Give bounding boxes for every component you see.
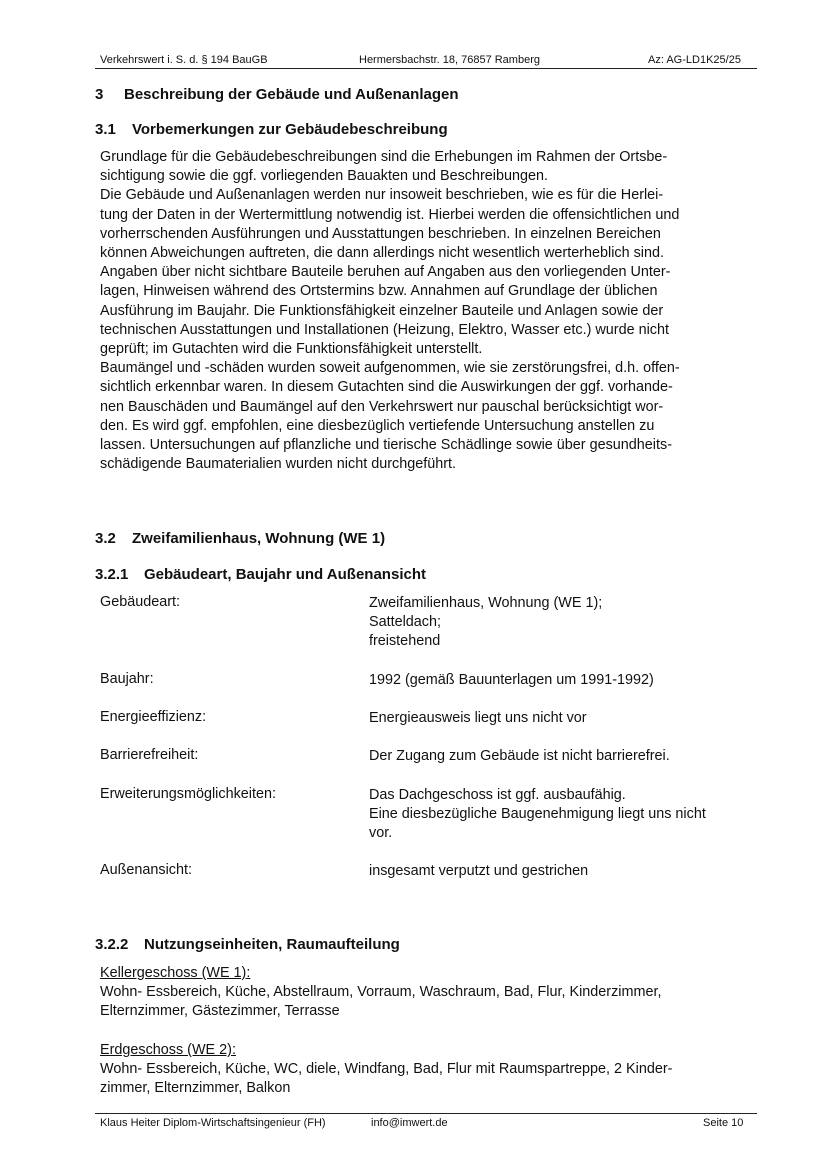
- value-line: insgesamt verputzt und gestrichen: [369, 863, 589, 879]
- value-line: Der Zugang zum Gebäude ist nicht barrierefrei.: [369, 748, 670, 764]
- paragraph-line: können Abweichungen auftreten, die dann allerdings nicht wesentlich werterheblich sind.: [100, 245, 664, 262]
- header-rule: [95, 68, 757, 69]
- label-energieeffizienz: Energieeffizienz:: [100, 709, 207, 725]
- paragraph-line: Die Gebäude und Außenanlagen werden nur insoweit beschrieben, wie es für die Herlei-: [100, 187, 664, 204]
- value-line: vor.: [369, 825, 393, 841]
- floor-rooms-line: Wohn- Essbereich, Küche, WC, diele, Windfang, Bad, Flur mit Raumspartreppe, 2 Kinder-: [100, 1061, 673, 1078]
- value-erweiterung: [369, 786, 769, 843]
- value-gebaeudeart: [369, 594, 769, 651]
- value-line: Das Dachgeschoss ist ggf. ausbaufähig.: [369, 787, 626, 803]
- footer-page-number: Seite 10: [703, 1117, 744, 1129]
- footer-rule: [95, 1113, 757, 1114]
- label-aussenansicht: Außenansicht:: [100, 862, 192, 878]
- section-3-number: 3: [95, 86, 104, 103]
- section-3-2-title: Zweifamilienhaus, Wohnung (WE 1): [132, 530, 386, 547]
- paragraph-line: Baumängel und -schäden wurden soweit aufgenommen, wie sie zerstörungsfrei, d.h. offen-: [100, 360, 680, 377]
- value-line: Zweifamilienhaus, Wohnung (WE 1);: [369, 595, 603, 611]
- section-3-2-number: 3.2: [95, 530, 116, 547]
- paragraph-line: technischen Ausstattungen und Installationen (Heizung, Elektro, Wasser etc.) wurde nicht: [100, 321, 670, 338]
- paragraph-line: vorherrschenden Ausführungen und Ausstattungen beschrieben. In einzelnen Bereichen: [100, 225, 661, 242]
- footer-author: Klaus Heiter Diplom-Wirtschaftsingenieur (FH): [100, 1117, 326, 1129]
- value-line: Energieausweis liegt uns nicht vor: [369, 710, 587, 726]
- floor-block-erdgeschoss: [100, 1041, 764, 1099]
- footer-email: info@imwert.de: [371, 1117, 448, 1129]
- paragraph-line: schädigende Baumaterialien wurden nicht durchgeführt.: [100, 456, 456, 473]
- paragraph-line: sichtlich erkennbar waren. In diesem Gutachten sind die Auswirkungen der ggf. vorhande-: [100, 379, 673, 396]
- value-line: Eine diesbezügliche Baugenehmigung liegt uns nicht: [369, 806, 706, 822]
- paragraph-line: den. Es wird ggf. empfohlen, eine diesbezüglich vertiefende Untersuchung anstellen zu: [100, 417, 655, 434]
- floor-rooms-line: zimmer, Elternzimmer, Balkon: [100, 1080, 291, 1097]
- value-barrierefreiheit: [369, 747, 769, 766]
- paragraph-line: Angaben über nicht sichtbare Bauteile beruhen auf Angaben aus den vorliegenden Unter-: [100, 264, 671, 281]
- paragraph-line: Grundlage für die Gebäudebeschreibungen sind die Erhebungen im Rahmen der Ortsbe-: [100, 149, 668, 165]
- floor-rooms-line: Wohn- Essbereich, Küche, Abstellraum, Vorraum, Waschraum, Bad, Flur, Kinderzimmer,: [100, 984, 662, 1001]
- paragraph-line: lassen. Untersuchungen auf pflanzliche und tierische Schädlinge sowie über gesundheits-: [100, 437, 672, 454]
- paragraph-line: tung der Daten in der Wertermittlung notwendig ist. Hierbei werden die offensichtlichen und: [100, 206, 680, 223]
- floor-rooms-line: Elternzimmer, Gästezimmer, Terrasse: [100, 1003, 340, 1020]
- section-3-1-title: Vorbemerkungen zur Gebäudebeschreibung: [132, 121, 448, 138]
- label-gebaeudeart: Gebäudeart:: [100, 594, 181, 610]
- section-3-2-1-number: 3.2.1: [95, 566, 129, 583]
- paragraph-line: lagen, Hinweisen während des Ortstermins bzw. Annahmen auf Grundlage der üblichen: [100, 283, 658, 300]
- section-3-2-1-title: Gebäudeart, Baujahr und Außenansicht: [144, 566, 426, 583]
- paragraph-line: sichtigung sowie die ggf. vorliegenden Bauakten und Beschreibungen.: [100, 168, 549, 185]
- floor-block-kellergeschoss: [100, 964, 764, 1022]
- section-3-2-2-number: 3.2.2: [95, 936, 129, 953]
- header-case-number: Az: AG-LD1K25/25: [648, 54, 741, 66]
- paragraph-line: Ausführung im Baujahr. Die Funktionsfähigkeit einzelner Bauteile und Anlagen sowie der: [100, 302, 664, 319]
- section-3-1-number: 3.1: [95, 121, 116, 138]
- paragraph-line: geprüft; im Gutachten wird die Funktionsfähigkeit unterstellt.: [100, 341, 483, 358]
- value-line: Satteldach;: [369, 614, 442, 630]
- header-address: Hermersbachstr. 18, 76857 Ramberg: [359, 54, 540, 66]
- value-baujahr: [369, 671, 769, 690]
- floor-heading: Erdgeschoss (WE 2):: [100, 1042, 236, 1058]
- section-3-2-2-title: Nutzungseinheiten, Raumaufteilung: [144, 936, 400, 953]
- value-aussenansicht: [369, 862, 769, 881]
- section-3-1-paragraph: [100, 148, 764, 474]
- label-barrierefreiheit: Barrierefreiheit:: [100, 747, 199, 763]
- value-line: 1992 (gemäß Bauunterlagen um 1991-1992): [369, 672, 654, 688]
- section-3-title: Beschreibung der Gebäude und Außenanlagen: [124, 86, 459, 103]
- value-energieeffizienz: [369, 709, 769, 728]
- paragraph-line: nen Bauschäden und Baumängel auf den Verkehrswert nur pauschal berücksichtigt wor-: [100, 398, 664, 415]
- header-left: Verkehrswert i. S. d. § 194 BauGB: [100, 54, 268, 66]
- floor-heading: Kellergeschoss (WE 1):: [100, 965, 251, 981]
- value-line: freistehend: [369, 633, 441, 649]
- label-erweiterung: Erweiterungsmöglichkeiten:: [100, 786, 276, 802]
- label-baujahr: Baujahr:: [100, 671, 154, 687]
